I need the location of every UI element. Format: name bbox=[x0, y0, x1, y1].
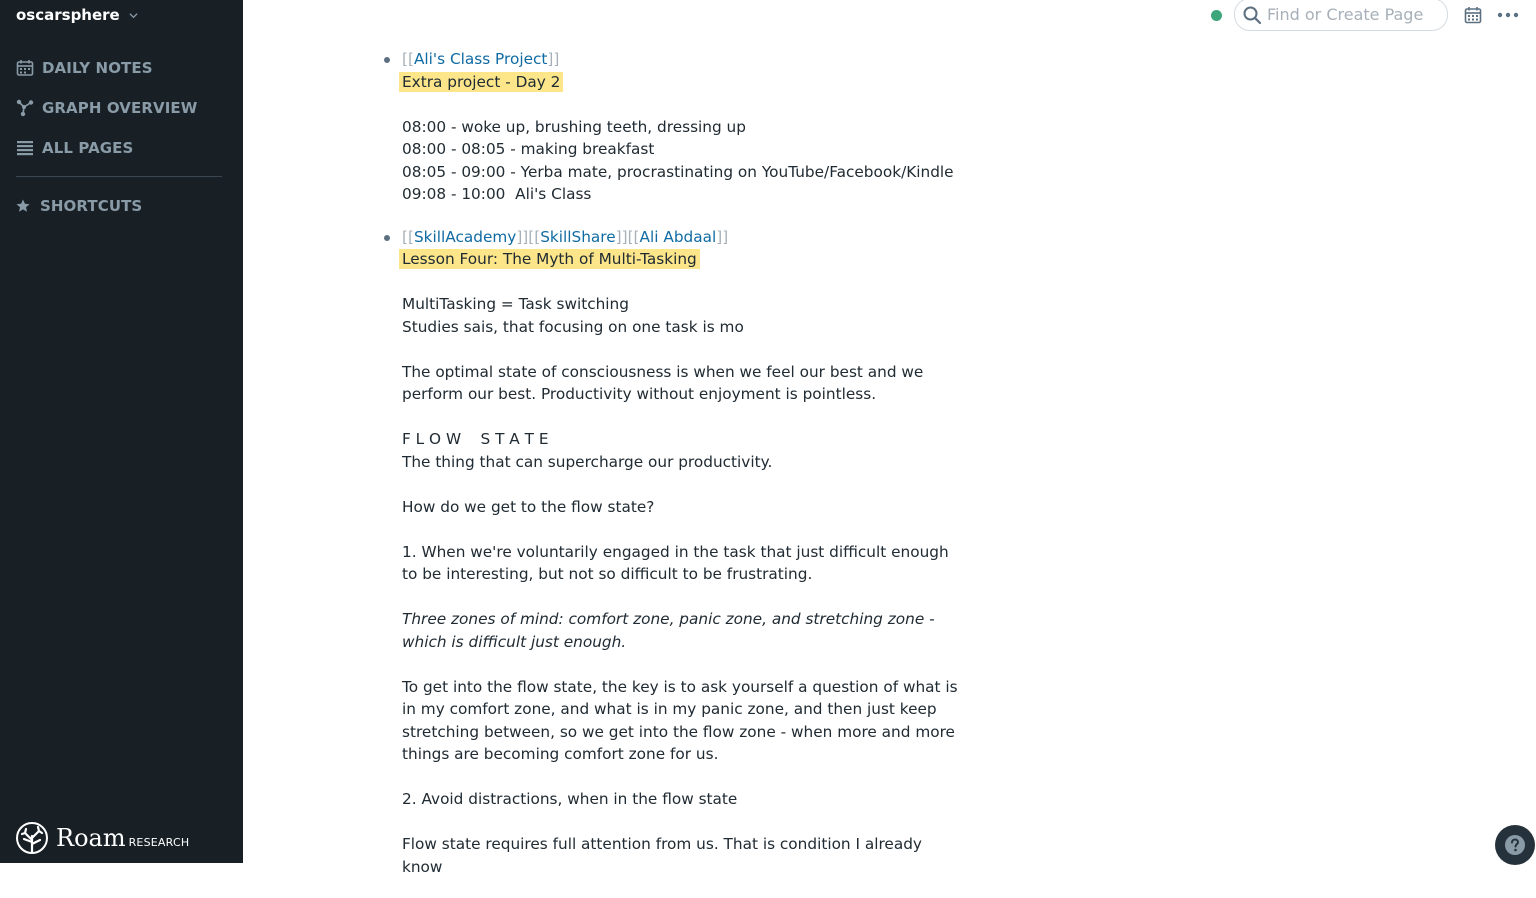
italic-text-line: Three zones of mind: comfort zone, panic zone, and stretching zone - which is difficult just enough. bbox=[402, 610, 940, 651]
refs-line: [[SkillAcademy]][[SkillShare]][[Ali Abdaal]] bbox=[402, 227, 729, 246]
text-line: 09:08 - 10:00 Ali's Class bbox=[402, 185, 592, 203]
text-line: How do we get to the flow state? bbox=[402, 497, 655, 516]
page-ref-link[interactable]: SkillAcademy bbox=[413, 227, 517, 246]
text-line: 08:00 - 08:05 - making breakfast bbox=[402, 140, 655, 158]
text-line: Studies sais, that focusing on one task is mo bbox=[402, 317, 744, 336]
page-ref-link[interactable]: Ali's Class Project bbox=[413, 50, 548, 68]
text-line: 08:00 - woke up, brushing teeth, dressing up bbox=[402, 117, 746, 136]
shortcuts-section bbox=[16, 193, 222, 219]
roam-logo bbox=[16, 822, 189, 854]
sidebar-item-label: GRAPH OVERVIEW bbox=[42, 99, 198, 117]
page-ref-link[interactable]: Ali Abdaal bbox=[639, 227, 717, 246]
text-line: F L O W S T A T E bbox=[402, 430, 549, 448]
sidebar-item-label: DAILY NOTES bbox=[42, 59, 153, 77]
text-line: 08:05 - 09:00 - Yerba mate, procrastinating on YouTube/Facebook/Kindle bbox=[402, 162, 954, 181]
shortcuts-label: SHORTCUTS bbox=[40, 197, 143, 215]
blank-line bbox=[402, 406, 959, 429]
sidebar-item-label: ALL PAGES bbox=[42, 139, 134, 157]
sidebar bbox=[0, 0, 243, 863]
highlight-text: Extra project - Day 2 bbox=[399, 72, 563, 92]
sidebar-item-daily-notes[interactable] bbox=[16, 48, 222, 88]
text-line: Flow state requires full attention from us. That is condition I already know bbox=[402, 835, 927, 876]
sidebar-item-graph-overview[interactable] bbox=[16, 88, 222, 128]
blank-line bbox=[402, 271, 959, 294]
chevron-down-icon bbox=[129, 11, 138, 20]
blank-line bbox=[402, 766, 959, 789]
block-content[interactable] bbox=[402, 226, 963, 879]
logo-brand: Roam bbox=[56, 824, 126, 852]
graph-icon bbox=[16, 99, 34, 117]
refs-line: [[Ali's Class Project]] bbox=[402, 50, 560, 68]
text-line: The thing that can supercharge our productivity. bbox=[402, 452, 773, 471]
sidebar-item-all-pages[interactable] bbox=[16, 128, 222, 168]
block-bullet[interactable] bbox=[384, 57, 390, 63]
block[interactable] bbox=[379, 226, 963, 879]
text-line: MultiTasking = Task switching bbox=[402, 295, 629, 313]
highlight-line bbox=[402, 71, 959, 94]
help-button[interactable] bbox=[1495, 825, 1535, 865]
workspace-name: oscarsphere bbox=[16, 6, 120, 24]
list-icon bbox=[16, 139, 34, 157]
blank-line bbox=[402, 518, 959, 541]
blank-line bbox=[402, 811, 959, 834]
star-icon bbox=[16, 199, 30, 213]
text-line: 2. Avoid distractions, when in the flow state bbox=[402, 790, 738, 808]
blank-line bbox=[402, 338, 959, 361]
page-ref-link[interactable]: SkillShare bbox=[540, 227, 616, 246]
blank-line bbox=[402, 653, 959, 676]
blank-line bbox=[402, 93, 959, 116]
sidebar-nav bbox=[16, 48, 222, 219]
highlight-text: Lesson Four: The Myth of Multi-Tasking bbox=[399, 249, 700, 269]
page-blocks bbox=[379, 48, 963, 898]
blank-line bbox=[402, 473, 959, 496]
block[interactable] bbox=[379, 48, 959, 206]
roam-tree-icon bbox=[16, 822, 48, 854]
question-mark-icon bbox=[1504, 834, 1526, 856]
calendar-icon bbox=[16, 59, 34, 77]
text-line: To get into the flow state, the key is to ask yourself a question of what is in my comfort zone, and what is in my panic zone, and then just keep stretching between, so we get into the flow zone - when more and more things are becoming comfort zone for us. bbox=[402, 677, 963, 763]
text-line: The optimal state of consciousness is when we feel our best and we perform our best. Productivity without enjoyment is pointless. bbox=[402, 362, 929, 403]
logo-suffix: RESEARCH bbox=[128, 835, 190, 849]
text-line: 1. When we're voluntarily engaged in the task that just difficult enough to be interesting, but not so difficult to be frustrating. bbox=[402, 542, 954, 583]
blank-line bbox=[402, 586, 959, 609]
sidebar-divider bbox=[16, 176, 222, 177]
highlight-line bbox=[402, 248, 959, 271]
main-content bbox=[243, 0, 1536, 876]
block-bullet[interactable] bbox=[384, 235, 390, 241]
block-content[interactable] bbox=[402, 48, 959, 206]
workspace-switcher[interactable] bbox=[16, 6, 138, 24]
